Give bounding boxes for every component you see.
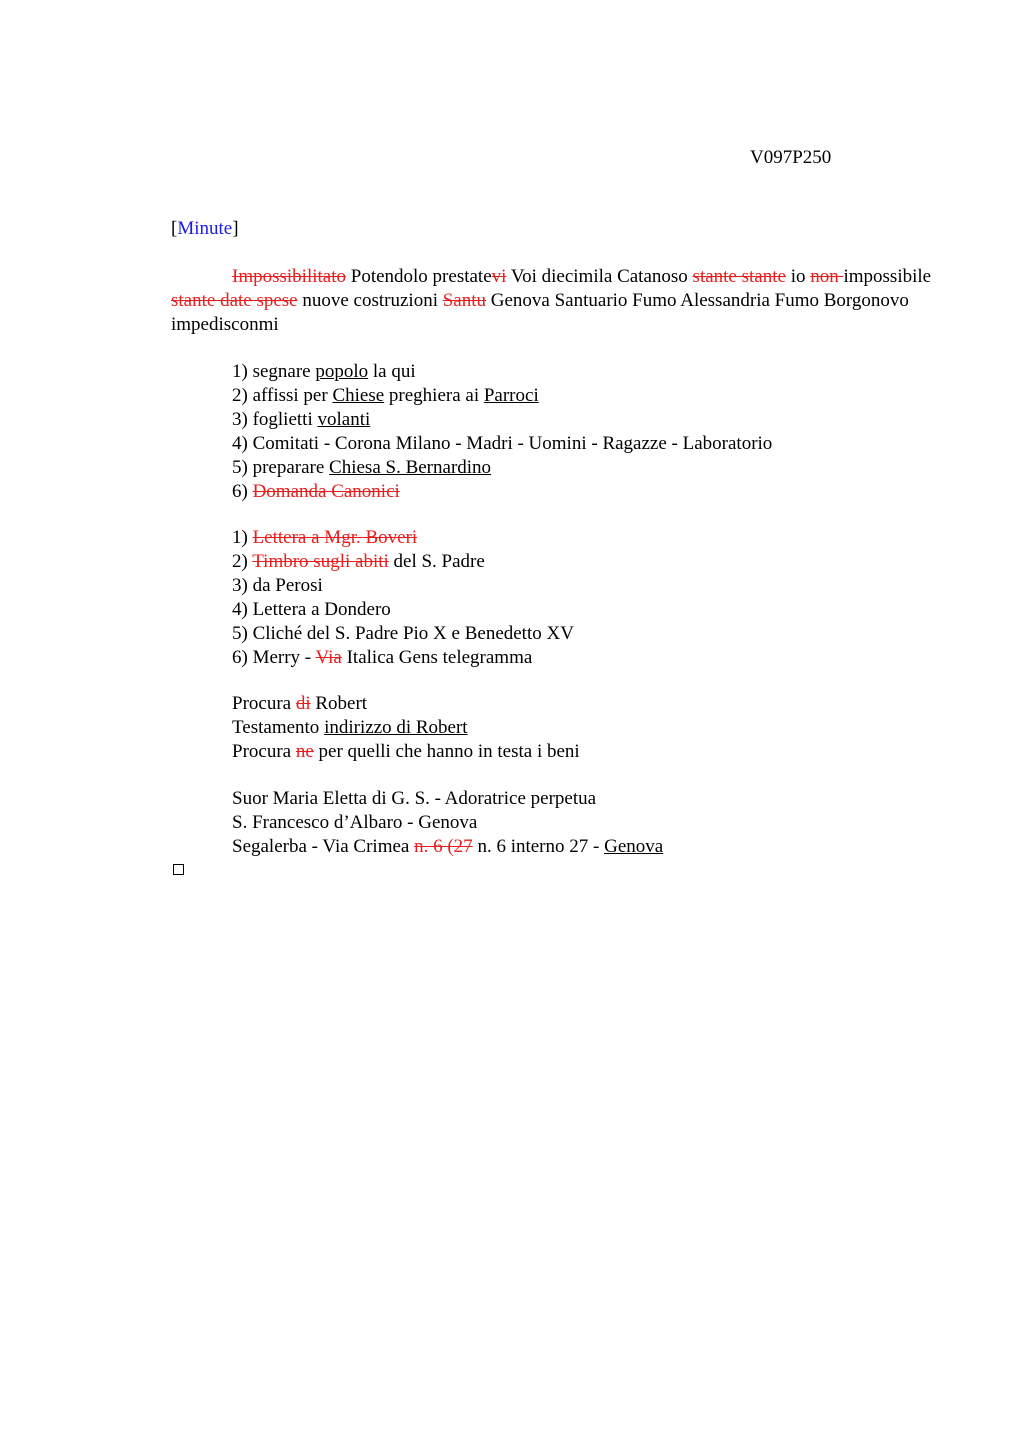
address-line: S. Francesco d’Albaro - Genova	[232, 812, 478, 833]
paragraph-text: Voi diecimila Catanoso	[506, 266, 693, 287]
list-item-text: del S. Padre	[388, 551, 485, 572]
list-item-text: 1)	[232, 527, 253, 548]
list-item-text: 2) affissi per	[232, 385, 333, 406]
procura-list	[232, 692, 580, 764]
address-text: n. 6 interno 27 -	[472, 836, 605, 857]
list-item	[232, 408, 772, 432]
list-item-text: Robert	[310, 693, 368, 714]
underlined-text: indirizzo di Robert	[324, 717, 468, 738]
list-item	[232, 526, 574, 550]
paragraph-text: Genova Santuario Fumo Alessandria Fumo Borgonovo impedisconmi	[171, 290, 909, 335]
section-heading	[171, 217, 239, 241]
list-item	[232, 456, 772, 480]
deleted-text: non	[810, 266, 844, 287]
list-item: 4) Lettera a Dondero	[232, 599, 391, 620]
deleted-text: ne	[295, 741, 314, 762]
list-item-text: Italica Gens telegramma	[341, 647, 533, 668]
list-item-text: Procura	[232, 741, 296, 762]
list-item-text: 2)	[232, 551, 253, 572]
underlined-text: Chiesa S. Bernardino	[329, 457, 492, 478]
checkbox[interactable]	[173, 864, 184, 875]
address-text: Segalerba - Via Crimea	[232, 836, 415, 857]
list-item: 4) Comitati - Corona Milano - Madri - Uomini - Ragazze - Laboratorio	[232, 433, 773, 454]
list-item-text: 6) Merry -	[232, 647, 316, 668]
deleted-text: Impossibilitato	[232, 266, 346, 287]
task-list-1	[232, 360, 772, 504]
list-item-text: Procura	[232, 693, 296, 714]
address-block	[232, 787, 663, 859]
list-item-text: Testamento	[232, 717, 325, 738]
deleted-text: di	[295, 693, 311, 714]
list-item	[232, 740, 580, 764]
list-item-text: per quelli che hanno in testa i beni	[313, 741, 580, 762]
paragraph-text: impossibile	[843, 266, 932, 287]
page-identifier: V097P250	[750, 147, 832, 168]
list-item	[232, 550, 574, 574]
paragraph-text: io	[785, 266, 811, 287]
list-item-text: preghiera ai	[384, 385, 484, 406]
heading-label: Minute	[177, 218, 233, 239]
heading-open-bracket: [	[171, 218, 178, 239]
list-item	[232, 646, 574, 670]
deleted-text: Lettera a Mgr. Boveri	[252, 527, 418, 548]
list-item-text: 1) segnare	[232, 361, 316, 382]
list-item-text: 5) preparare	[232, 457, 330, 478]
underlined-text: Chiese	[332, 385, 385, 406]
list-item	[232, 692, 580, 716]
list-item	[232, 716, 580, 740]
list-item-text: la qui	[368, 361, 416, 382]
list-item-text: 6)	[232, 481, 253, 502]
paragraph-text: nuove costruzioni	[297, 290, 443, 311]
paragraph-text: Potendolo prestate	[346, 266, 492, 287]
list-item-text: 3) foglietti	[232, 409, 318, 430]
intro-paragraph	[171, 265, 941, 337]
deleted-text: vi	[491, 266, 507, 287]
heading-close-bracket: ]	[232, 218, 239, 239]
address-line	[232, 835, 663, 859]
deleted-text: stante stante	[692, 266, 786, 287]
address-line: Suor Maria Eletta di G. S. - Adoratrice perpetua	[232, 788, 597, 809]
underlined-text: popolo	[315, 361, 369, 382]
list-item: 5) Cliché del S. Padre Pio X e Benedetto XV	[232, 623, 574, 644]
underlined-text: Genova	[604, 836, 664, 857]
deleted-text: Via	[315, 647, 342, 668]
list-item	[232, 480, 772, 504]
underlined-text: Parroci	[483, 385, 539, 406]
list-item	[232, 384, 772, 408]
deleted-text: n. 6 (27	[414, 836, 473, 857]
deleted-text: Santu	[442, 290, 487, 311]
list-item	[232, 360, 772, 384]
deleted-text: Domanda Canonici	[252, 481, 400, 502]
deleted-text: stante date spese	[171, 290, 298, 311]
task-list-2	[232, 526, 574, 670]
underlined-text: volanti	[317, 409, 371, 430]
list-item: 3) da Perosi	[232, 575, 323, 596]
deleted-text: Timbro sugli abiti	[252, 551, 389, 572]
